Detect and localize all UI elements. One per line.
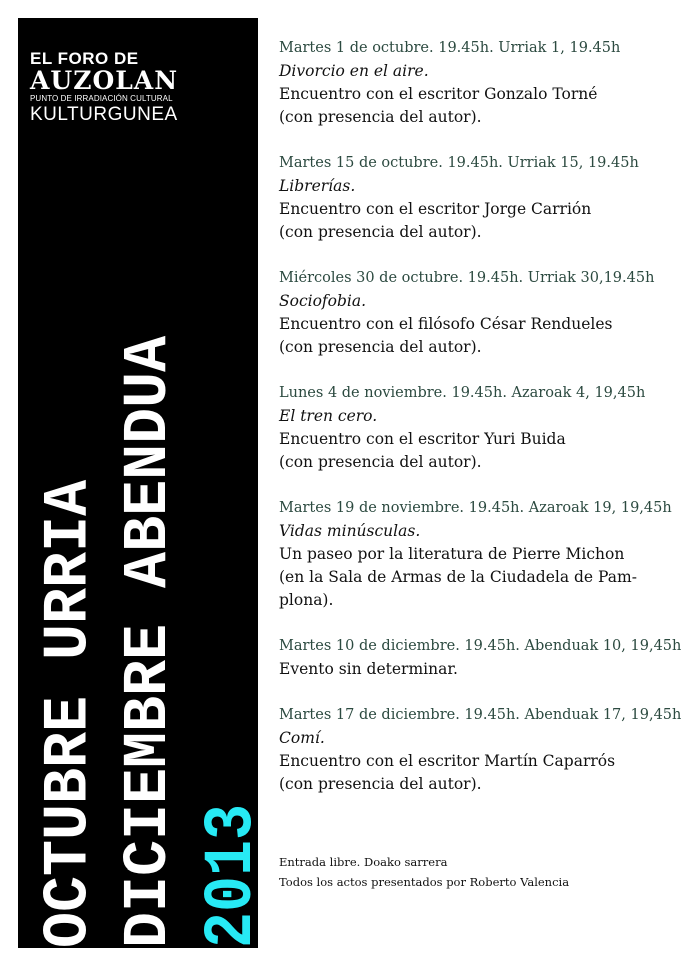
event-description: Evento sin determinar. — [279, 660, 458, 678]
event-item — [279, 704, 682, 796]
footer — [279, 852, 569, 892]
event-item — [279, 152, 679, 244]
event-description: (con presencia del autor). — [279, 108, 482, 126]
logo-line-2: AUZOLAN — [30, 66, 179, 95]
event-description: (con presencia del autor). — [279, 775, 482, 793]
event-title: El tren cero. — [279, 407, 378, 425]
event-description: (con presencia del autor). — [279, 223, 482, 241]
logo-line-4: KULTURGUNEA — [30, 104, 178, 125]
auzolan-logo — [30, 50, 178, 126]
event-title: Sociofobia. — [279, 292, 367, 310]
event-item — [279, 267, 679, 359]
vertical-title-line-1: OCTUBRE URRIA — [33, 479, 106, 948]
event-item — [279, 37, 679, 129]
vertical-title-year: 2013 — [193, 803, 272, 948]
event-description: Un paseo por la literatura de Pierre Michon — [279, 545, 625, 563]
logo-line-3: PUNTO DE IRRADIACIÓN CULTURAL — [30, 94, 173, 103]
title-panel — [18, 18, 272, 948]
event-description: Encuentro con el escritor Jorge Carrión — [279, 200, 592, 218]
event-item — [279, 382, 679, 474]
event-title: Librerías. — [279, 177, 356, 195]
event-date: Martes 17 de diciembre. 19.45h. Abenduak 17, 19,45h — [279, 707, 682, 723]
event-description: (con presencia del autor). — [279, 338, 482, 356]
event-date: Martes 19 de noviembre. 19.45h. Azaroak 19, 19,45h — [279, 500, 672, 516]
vertical-title-line-2: DICIEMBRE ABENDUA — [113, 335, 186, 948]
logo-line-1: EL FORO DE — [30, 49, 139, 68]
event-title: Vidas minúsculas. — [279, 522, 421, 540]
event-title: Divorcio en el aire. — [279, 62, 429, 80]
event-list — [279, 37, 682, 819]
event-title: Comí. — [279, 729, 325, 747]
event-description: (con presencia del autor). — [279, 453, 482, 471]
event-date: Miércoles 30 de octubre. 19.45h. Urriak 30,19.45h — [279, 270, 655, 286]
event-date: Martes 1 de octubre. 19.45h. Urriak 1, 19.45h — [279, 40, 621, 56]
event-date: Martes 15 de octubre. 19.45h. Urriak 15, 19.45h — [279, 155, 639, 171]
event-date: Martes 10 de diciembre. 19.45h. Abenduak 10, 19,45h — [279, 638, 682, 654]
footer-line-2: Todos los actos presentados por Roberto Valencia — [279, 875, 570, 889]
event-date: Lunes 4 de noviembre. 19.45h. Azaroak 4, 19,45h — [279, 385, 646, 401]
event-description: Encuentro con el escritor Martín Caparrós — [279, 752, 616, 770]
event-description: Encuentro con el escritor Yuri Buida — [279, 430, 566, 448]
footer-line-1: Entrada libre. Doako sarrera — [279, 855, 448, 869]
event-item — [279, 497, 679, 612]
event-item — [279, 635, 682, 681]
event-description: (en la Sala de Armas de la Ciudadela de Pam- — [279, 568, 637, 586]
event-description: Encuentro con el escritor Gonzalo Torné — [279, 85, 598, 103]
event-description: plona). — [279, 591, 334, 609]
event-description: Encuentro con el filósofo César Rendueles — [279, 315, 613, 333]
